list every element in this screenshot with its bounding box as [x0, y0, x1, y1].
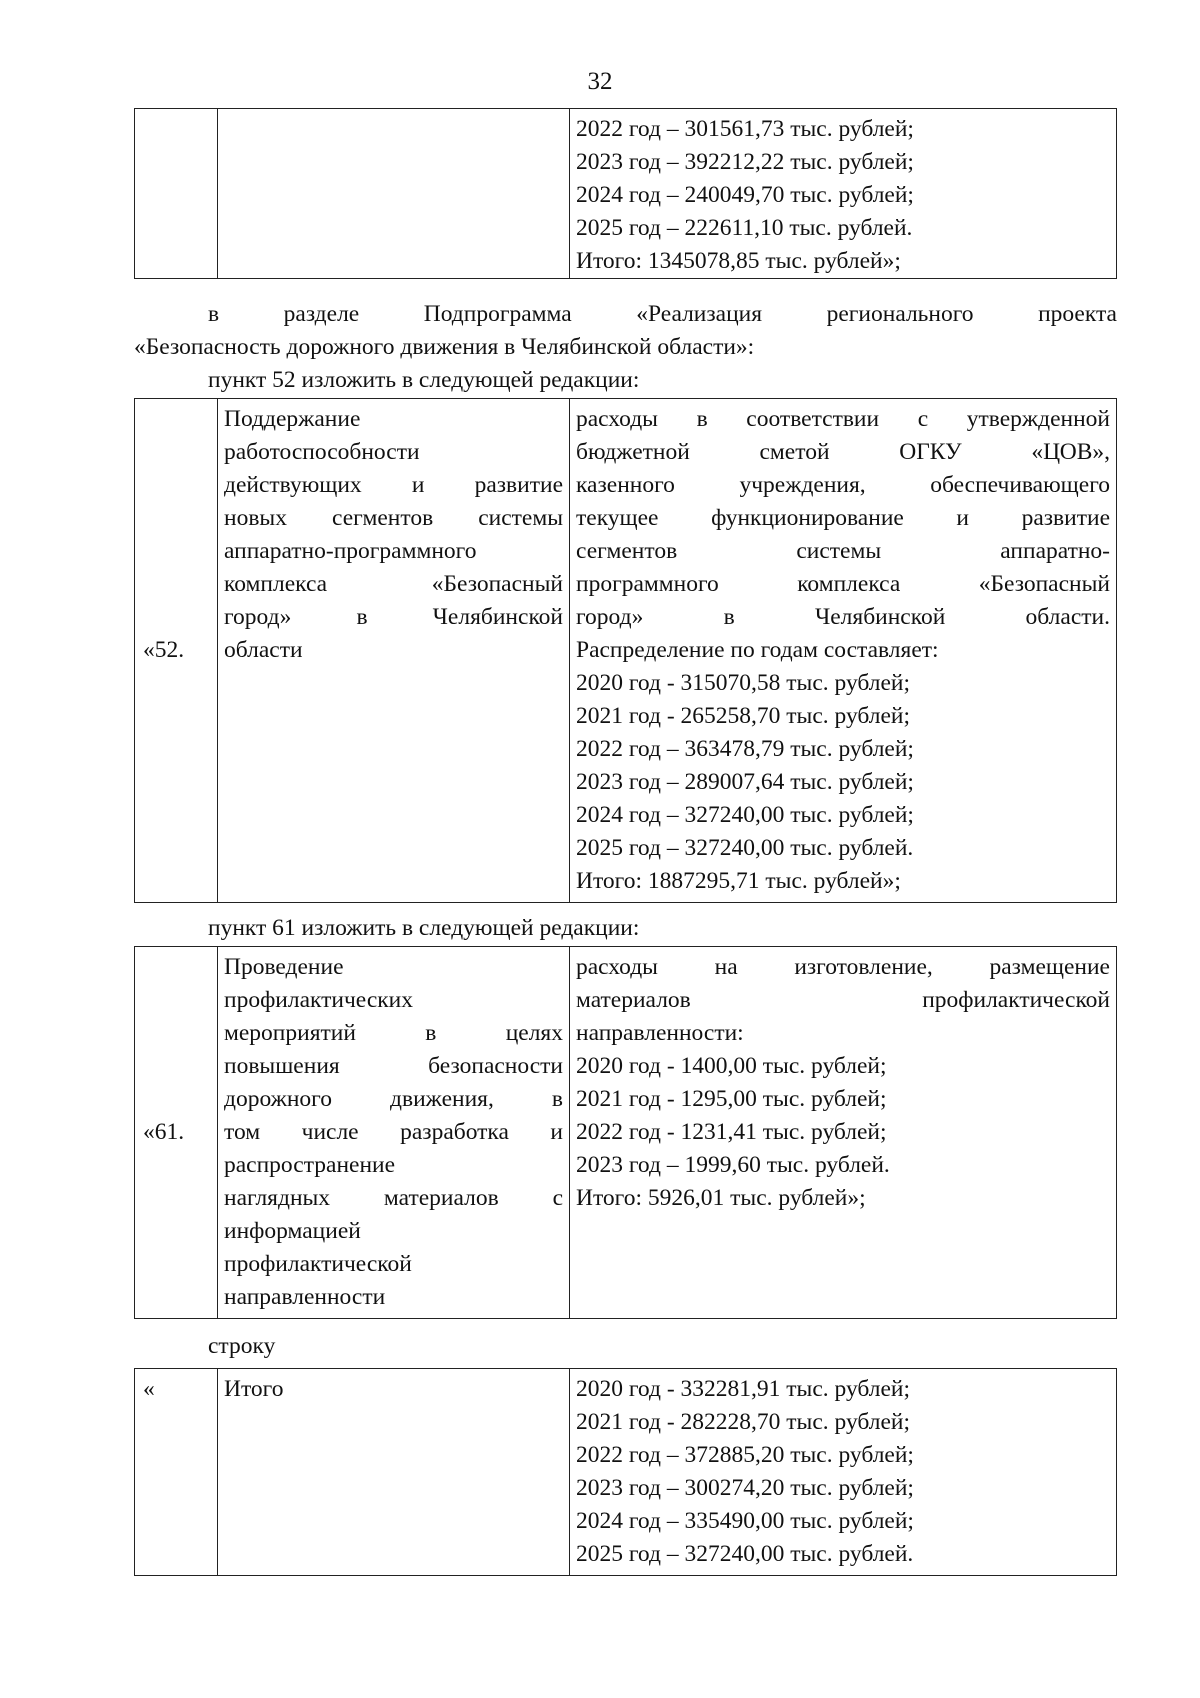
text-line: Итого: 1345078,85 тыс. рублей»; — [576, 248, 901, 274]
text-line: бюджетной сметой ОГКУ «ЦОВ», — [576, 439, 1110, 465]
cell-name — [218, 947, 570, 1319]
text-line: работоспособности — [224, 439, 420, 465]
word: «Реализация — [636, 301, 763, 327]
cell-number: « — [135, 1369, 218, 1576]
text-line: Распределение по годам составляет: — [576, 637, 939, 663]
text-line: 2024 год – 240049,70 тыс. рублей; — [576, 182, 914, 208]
text-line: дорожного движения, в — [224, 1086, 563, 1112]
word: разделе — [283, 301, 360, 327]
text-line: 2023 год – 1999,60 тыс. рублей. — [576, 1152, 890, 1178]
text-line: 2022 год – 363478,79 тыс. рублей; — [576, 736, 914, 762]
cell-description — [570, 399, 1117, 903]
text-line: профилактической — [224, 1251, 412, 1277]
cell-number — [135, 109, 218, 279]
text-line: Итого: 1887295,71 тыс. рублей»; — [576, 868, 901, 894]
text-line: 2020 год - 1400,00 тыс. рублей; — [576, 1053, 887, 1079]
text-line: 2023 год – 300274,20 тыс. рублей; — [576, 1475, 914, 1501]
text-line: 2025 год – 327240,00 тыс. рублей. — [576, 835, 914, 861]
cell-name — [218, 399, 570, 903]
text-line: 2024 год – 335490,00 тыс. рублей; — [576, 1508, 914, 1534]
cell-number: «61. — [135, 947, 218, 1319]
text-line: 2021 год - 265258,70 тыс. рублей; — [576, 703, 911, 729]
text-line: город» в Челябинской области. — [576, 604, 1110, 630]
text-line: 2021 год - 1295,00 тыс. рублей; — [576, 1086, 887, 1112]
text-line: профилактических — [224, 987, 413, 1013]
text-line: аппаратно-программного — [224, 538, 477, 564]
text-line: Поддержание — [224, 406, 361, 432]
text-line: казенного учреждения, обеспечивающего — [576, 472, 1110, 498]
text-line: город» в Челябинской — [224, 604, 563, 630]
text-line: материалов профилактической — [576, 987, 1110, 1013]
text-line: 2020 год - 332281,91 тыс. рублей; — [576, 1376, 911, 1402]
table-row — [135, 1369, 1117, 1576]
instruction-total: строку — [208, 1333, 276, 1359]
text-line: направленности: — [576, 1020, 744, 1046]
table-item-52 — [134, 398, 1117, 903]
cell-description — [570, 1369, 1117, 1576]
cell-description — [570, 109, 1117, 279]
cell-description — [570, 947, 1117, 1319]
text-line: комплекса «Безопасный — [224, 571, 563, 597]
text-line: текущее функционирование и развитие — [576, 505, 1110, 531]
text-line: Итого: 5926,01 тыс. рублей»; — [576, 1185, 866, 1211]
text-line: 2023 год – 289007,64 тыс. рублей; — [576, 769, 914, 795]
text-line: области — [224, 637, 303, 663]
word: Подпрограмма — [423, 301, 572, 327]
text-line: том числе разработка и — [224, 1119, 563, 1145]
text-line: расходы на изготовление, размещение — [576, 954, 1110, 980]
table-total — [134, 1368, 1117, 1576]
table-row — [135, 947, 1117, 1319]
text-line: действующих и развитие — [224, 472, 563, 498]
table-row — [135, 399, 1117, 903]
text-line: 2025 год – 327240,00 тыс. рублей. — [576, 1541, 914, 1567]
page-number: 32 — [587, 68, 613, 95]
text-line: мероприятий в целях — [224, 1020, 563, 1046]
text-line: 2025 год – 222611,10 тыс. рублей. — [576, 215, 913, 241]
text-line: 2020 год - 315070,58 тыс. рублей; — [576, 670, 911, 696]
text-line: новых сегментов системы — [224, 505, 563, 531]
table-item-61 — [134, 946, 1117, 1319]
instruction-total-paragraph — [134, 1330, 1117, 1363]
text-line: направленности — [224, 1284, 386, 1310]
word: в — [208, 301, 220, 327]
text-line: 2024 год – 327240,00 тыс. рублей; — [576, 802, 914, 828]
section-intro — [134, 298, 1117, 397]
text-line: сегментов системы аппаратно- — [576, 538, 1110, 564]
text-line: программного комплекса «Безопасный — [576, 571, 1110, 597]
text-line: 2022 год – 372885,20 тыс. рублей; — [576, 1442, 914, 1468]
text-line: Проведение — [224, 954, 344, 980]
cell-number: «52. — [135, 399, 218, 903]
table-row — [135, 109, 1117, 279]
text-line: информацией — [224, 1218, 361, 1244]
section-intro-line1 — [134, 298, 1117, 331]
text-line: 2022 год – 301561,73 тыс. рублей; — [576, 116, 914, 142]
cell-name — [218, 109, 570, 279]
instruction-52: пункт 52 изложить в следующей редакции: — [208, 367, 640, 393]
table-top-continuation — [134, 108, 1117, 279]
section-intro-line2: «Безопасность дорожного движения в Челябинской области»: — [134, 334, 755, 360]
text-line: наглядных материалов с — [224, 1185, 563, 1211]
text-line: 2023 год – 392212,22 тыс. рублей; — [576, 149, 914, 175]
instruction-61: пункт 61 изложить в следующей редакции: — [208, 915, 640, 941]
word: регионального — [826, 301, 974, 327]
cell-name: Итого — [218, 1369, 570, 1576]
word: проекта — [1038, 301, 1117, 327]
text-line: расходы в соответствии с утвержденной — [576, 406, 1110, 432]
text-line: 2021 год - 282228,70 тыс. рублей; — [576, 1409, 911, 1435]
instruction-61-paragraph — [134, 912, 1117, 945]
text-line: 2022 год - 1231,41 тыс. рублей; — [576, 1119, 887, 1145]
text-line: повышения безопасности — [224, 1053, 563, 1079]
text-line: распространение — [224, 1152, 396, 1178]
